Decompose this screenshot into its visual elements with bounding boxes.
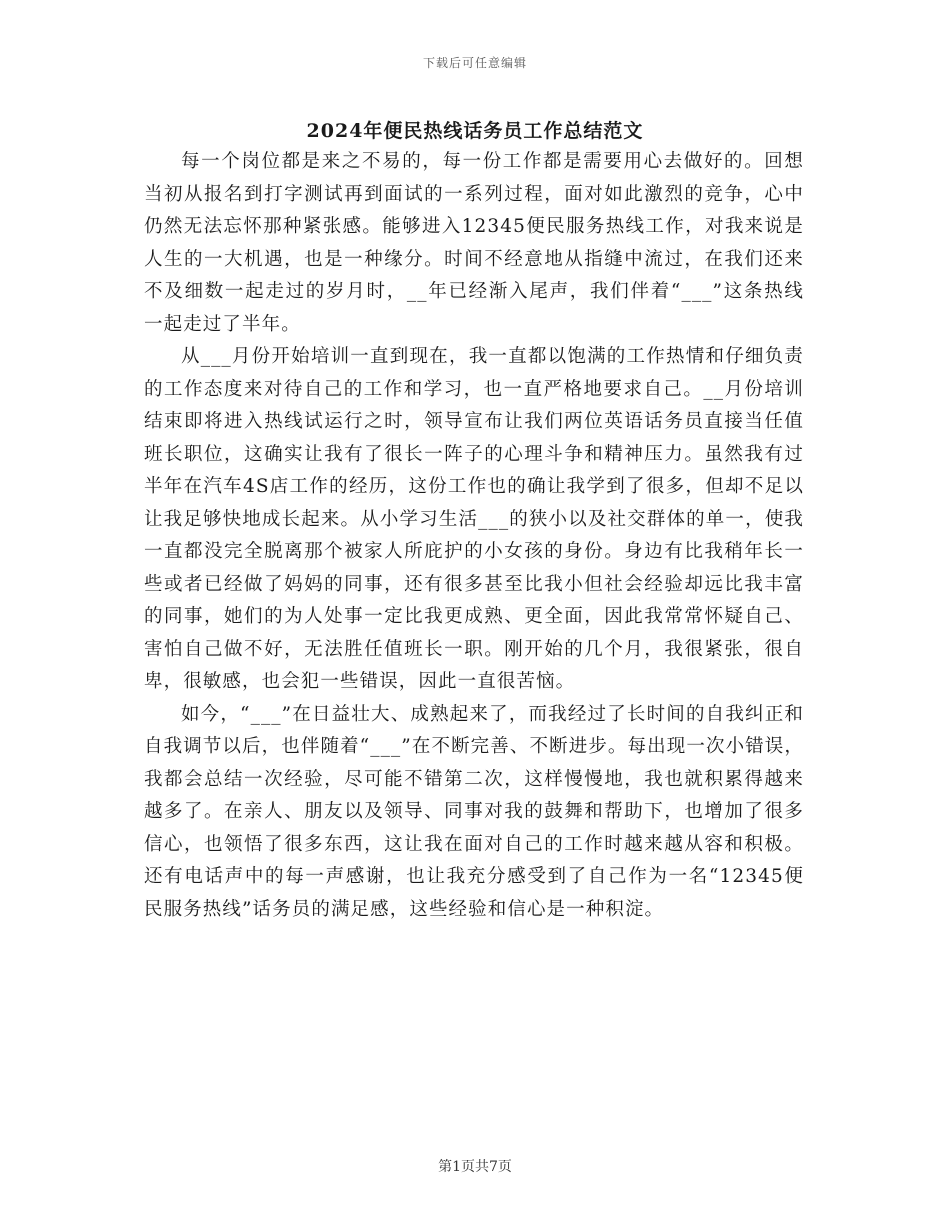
page-header-note: 下载后可任意编辑 xyxy=(422,56,527,70)
paragraph-2: 从___月份开始培训一直到现在，我一直都以饱满的工作热情和仔细负责的工作态度来对待自己的工作和学习，也一直严格地要求自己。__月份培训结束即将进入热线试运行之时，领导宣布让我们两位英语话务员直接当任值班长职位，这确实让我有了很长一阵子的心理斗争和精神压力。虽然我有过半年在汽车4S店工作的经历，这份工作也的确让我学到了很多，但却不足以让我足够快地成长起来。从小学习生活___的狭小以及社交群体的单一，使我一直都没完全脱离那个被家人所庇护的小女孩的身份。身边有比我稍年长一些或者已经做了妈妈的同事，还有很多甚至比我小但社会经验却远比我丰富的同事，她们的为人处事一定比我更成熟、更全面，因此我常常怀疑自己、害怕自己做不好，无法胜任值班长一职。刚开始的几个月，我很紧张，很自卑，很敏感，也会犯一些错误，因此一直很苦恼。 xyxy=(144,346,804,692)
paragraph-1: 每一个岗位都是来之不易的，每一份工作都是需要用心去做好的。回想当初从报名到打字测试再到面试的一系列过程，面对如此激烈的竞争，心中仍然无法忘怀那种紧张感。能够进入12345便民服务热线工作，对我来说是人生的一大机遇，也是一种缘分。时间不经意地从指缝中流过，在我们还来不及细数一起走过的岁月时，__年已经渐入尾声，我们伴着“___”这条热线一起走过了半年。 xyxy=(144,151,804,335)
paragraph-3: 如今，“___”在日益壮大、成熟起来了，而我经过了长时间的自我纠正和自我调节以后，也伴随着“___”在不断完善、不断进步。每出现一次小错误，我都会总结一次经验，尽可能不错第二次，这样慢慢地，我也就积累得越来越多了。在亲人、朋友以及领导、同事对我的鼓舞和帮助下，也增加了很多信心，也领悟了很多东西，这让我在面对自己的工作时越来越从容和积极。还有电话声中的每一声感谢，也让我充分感受到了自己作为一名“12345便民服务热线”话务员的满足感，这些经验和信心是一种积淀。 xyxy=(144,703,804,920)
page-number: 第1页共7页 xyxy=(438,1159,512,1175)
document-title: 2024年便民热线话务员工作总结范文 xyxy=(306,120,644,142)
document-body xyxy=(144,146,804,926)
